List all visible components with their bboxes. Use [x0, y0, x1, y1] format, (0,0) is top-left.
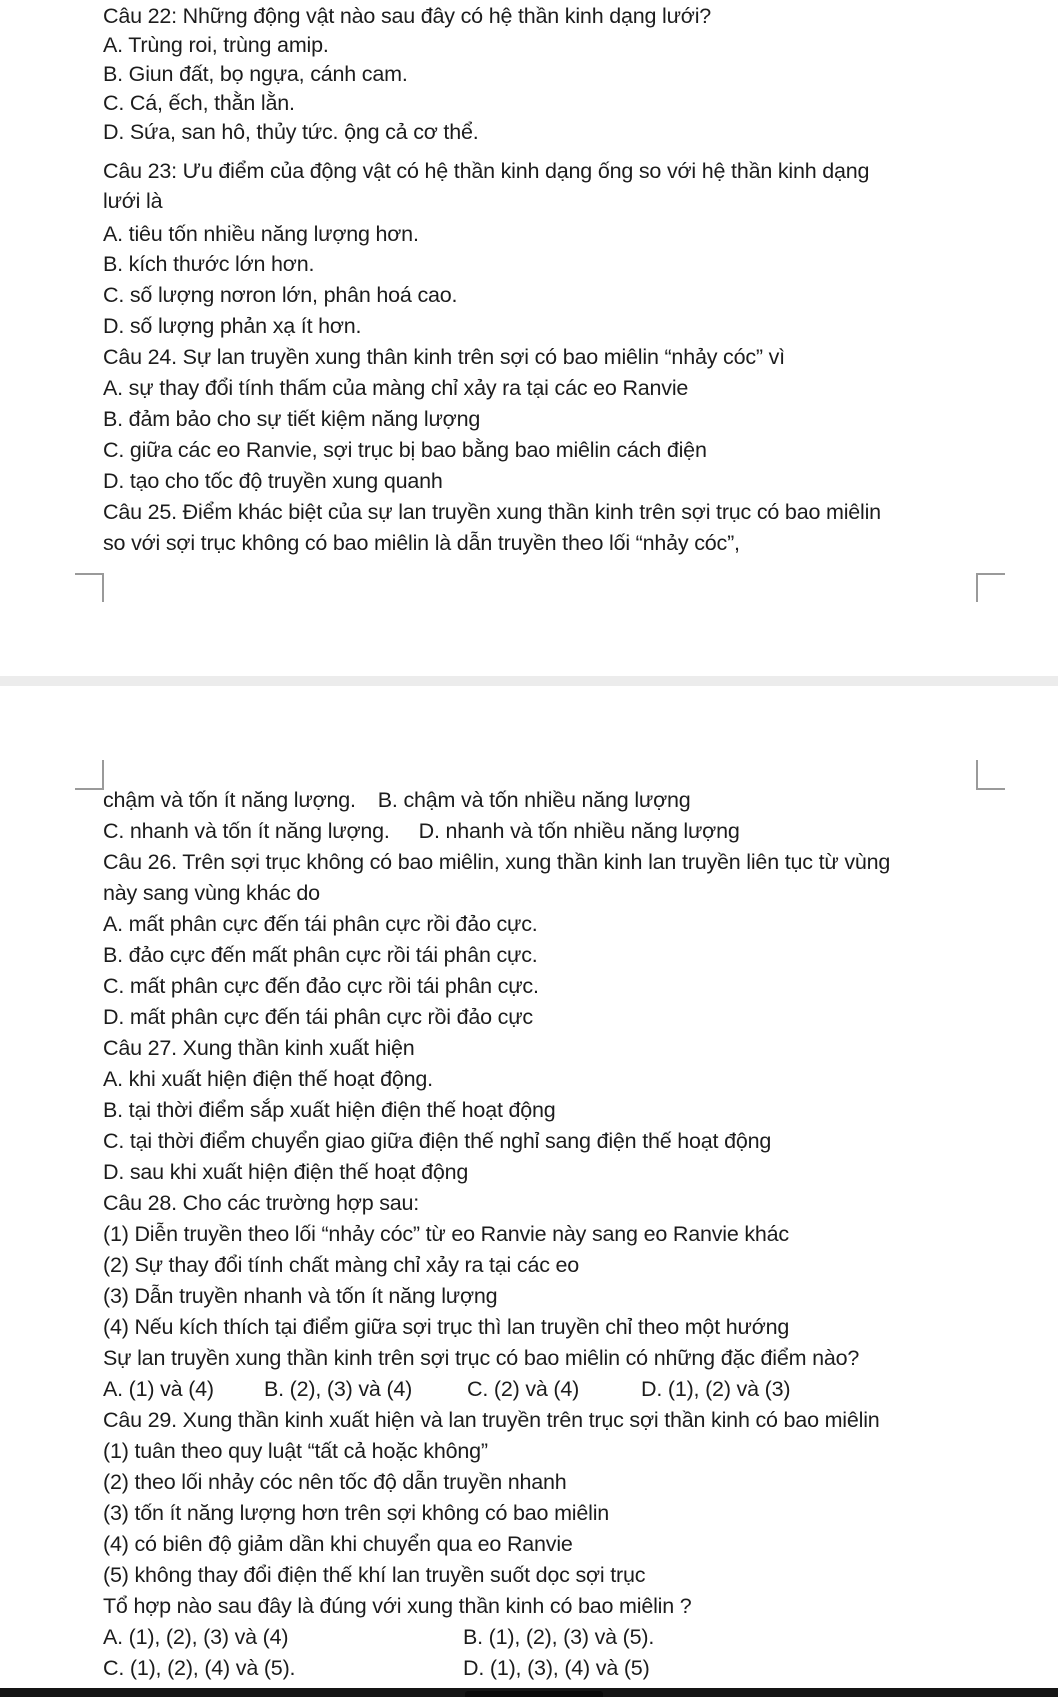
question-29-option-d: D. (1), (3), (4) và (5) — [463, 1656, 650, 1680]
question-23-option-a: A. tiêu tốn nhiều năng lượng hơn. — [103, 222, 419, 246]
question-29-options-row-2 — [103, 1653, 650, 1684]
home-gesture-handle[interactable] — [465, 1691, 603, 1697]
question-29-item-2: (2) theo lối nhảy cóc nên tốc độ dẫn truyền nhanh — [103, 1470, 567, 1494]
question-28-item-3: (3) Dẫn truyền nhanh và tốn ít năng lượng — [103, 1284, 498, 1308]
question-23-stem-line-1: Câu 23: Ưu điểm của động vật có hệ thần kinh dạng ống so với hệ thần kinh dạng — [103, 159, 870, 183]
question-24-option-c: C. giữa các eo Ranvie, sợi trục bị bao bằng bao miêlin cách điện — [103, 438, 707, 462]
question-29-item-3: (3) tốn ít năng lượng hơn trên sợi không có bao miêlin — [103, 1501, 610, 1525]
question-28-question: Sự lan truyền xung thần kinh trên sợi trục có bao miêlin có những đặc điểm nào? — [103, 1346, 860, 1370]
question-24-option-d: D. tạo cho tốc độ truyền xung quanh — [103, 469, 443, 493]
page-corner-mark-top-left-page-2 — [75, 760, 104, 790]
question-23-option-b: B. kích thước lớn hơn. — [103, 252, 315, 276]
question-26-stem-line-2: này sang vùng khác do — [103, 881, 320, 905]
question-23-option-d: D. số lượng phản xạ ít hơn. — [103, 314, 362, 338]
document-page-1 — [0, 0, 1058, 676]
question-22-option-c: C. Cá, ếch, thằn lằn. — [103, 91, 295, 115]
page-corner-mark-bottom-left-page-1 — [75, 573, 104, 602]
question-29-item-5: (5) không thay đổi điện thế khí lan truyền suốt dọc sợi trục — [103, 1563, 646, 1587]
question-22-option-d: D. Sứa, san hô, thủy tức. ộng cả cơ thể. — [103, 120, 479, 144]
question-25-stem-line-1: Câu 25. Điểm khác biệt của sự lan truyền xung thần kinh trên sợi trục có bao miêlin — [103, 500, 881, 524]
question-29-item-4: (4) có biên độ giảm dần khi chuyển qua eo Ranvie — [103, 1532, 573, 1556]
question-28-stem: Câu 28. Cho các trường hợp sau: — [103, 1191, 420, 1215]
question-24-stem: Câu 24. Sự lan truyền xung thân kinh trên sợi có bao miêlin “nhảy cóc” vì — [103, 345, 785, 369]
question-28-options — [103, 1374, 790, 1405]
question-29-option-b: B. (1), (2), (3) và (5). — [463, 1625, 655, 1649]
question-25-option-a: chậm và tốn ít năng lượng. — [103, 788, 356, 812]
question-25-option-d: D. nhanh và tốn nhiều năng lượng — [418, 819, 740, 843]
question-27-option-c: C. tại thời điểm chuyển giao giữa điện thế nghỉ sang điện thế hoạt động — [103, 1129, 772, 1153]
question-27-option-a: A. khi xuất hiện điện thế hoạt động. — [103, 1067, 433, 1091]
question-27-option-d: D. sau khi xuất hiện điện thế hoạt động — [103, 1160, 469, 1184]
question-25-option-c: C. nhanh và tốn ít năng lượng. — [103, 819, 390, 843]
page-corner-mark-top-right-page-2 — [976, 760, 1005, 790]
question-29-option-a: A. (1), (2), (3) và (4) — [103, 1625, 289, 1649]
question-28-item-2: (2) Sự thay đổi tính chất màng chỉ xảy ra tại các eo — [103, 1253, 580, 1277]
question-27-option-b: B. tại thời điểm sắp xuất hiện điện thế hoạt động — [103, 1098, 556, 1122]
question-26-option-d: D. mất phân cực đến tái phân cực rồi đảo cực — [103, 1005, 533, 1029]
question-24-option-a: A. sự thay đổi tính thấm của màng chỉ xảy ra tại các eo Ranvie — [103, 376, 689, 400]
question-22-option-a: A. Trùng roi, trùng amip. — [103, 33, 329, 57]
question-23-option-c: C. số lượng nơron lớn, phân hoá cao. — [103, 283, 458, 307]
question-29-question: Tổ hợp nào sau đây là đúng với xung thần kinh có bao miêlin ? — [103, 1594, 692, 1618]
question-27-stem: Câu 27. Xung thần kinh xuất hiện — [103, 1036, 415, 1060]
question-28-option-b: B. (2), (3) và (4) — [264, 1377, 413, 1401]
page-corner-mark-bottom-right-page-1 — [976, 573, 1005, 602]
question-22-stem: Câu 22: Những động vật nào sau đây có hệ thần kinh dạng lưới? — [103, 4, 712, 28]
question-23-stem-line-2: lưới là — [103, 189, 163, 213]
question-28-item-4: (4) Nếu kích thích tại điểm giữa sợi trục thì lan truyền chỉ theo một hướng — [103, 1315, 790, 1339]
question-29-options-row-1 — [103, 1622, 654, 1653]
question-25-options-row-2 — [103, 816, 740, 847]
question-26-stem-line-1: Câu 26. Trên sợi trục không có bao miêlin, xung thần kinh lan truyền liên tục từ vùng — [103, 850, 891, 874]
question-28-option-a: A. (1) và (4) — [103, 1377, 214, 1401]
question-28-item-1: (1) Diễn truyền theo lối “nhảy cóc” từ eo Ranvie này sang eo Ranvie khác — [103, 1222, 789, 1246]
question-29-item-1: (1) tuân theo quy luật “tất cả hoặc không” — [103, 1439, 488, 1463]
question-26-option-c: C. mất phân cực đến đảo cực rồi tái phân cực. — [103, 974, 539, 998]
question-22-option-b: B. Giun đất, bọ ngựa, cánh cam. — [103, 62, 408, 86]
question-28-option-c: C. (2) và (4) — [467, 1377, 580, 1401]
question-29-stem: Câu 29. Xung thần kinh xuất hiện và lan truyền trên trục sợi thần kinh có bao miêlin — [103, 1408, 880, 1432]
question-26-option-a: A. mất phân cực đến tái phân cực rồi đảo cực. — [103, 912, 538, 936]
question-25-option-b: B. chậm và tốn nhiều năng lượng — [377, 788, 691, 812]
question-26-option-b: B. đảo cực đến mất phân cực rồi tái phân cực. — [103, 943, 538, 967]
question-25-stem-line-2: so với sợi trục không có bao miêlin là dẫn truyền theo lối “nhảy cóc”, — [103, 531, 740, 555]
question-28-option-d: D. (1), (2) và (3) — [641, 1377, 791, 1401]
question-25-options-row-1 — [103, 785, 691, 816]
question-24-option-b: B. đảm bảo cho sự tiết kiệm năng lượng — [103, 407, 481, 431]
question-29-option-c: C. (1), (2), (4) và (5). — [103, 1656, 296, 1680]
page-separator — [0, 676, 1058, 686]
